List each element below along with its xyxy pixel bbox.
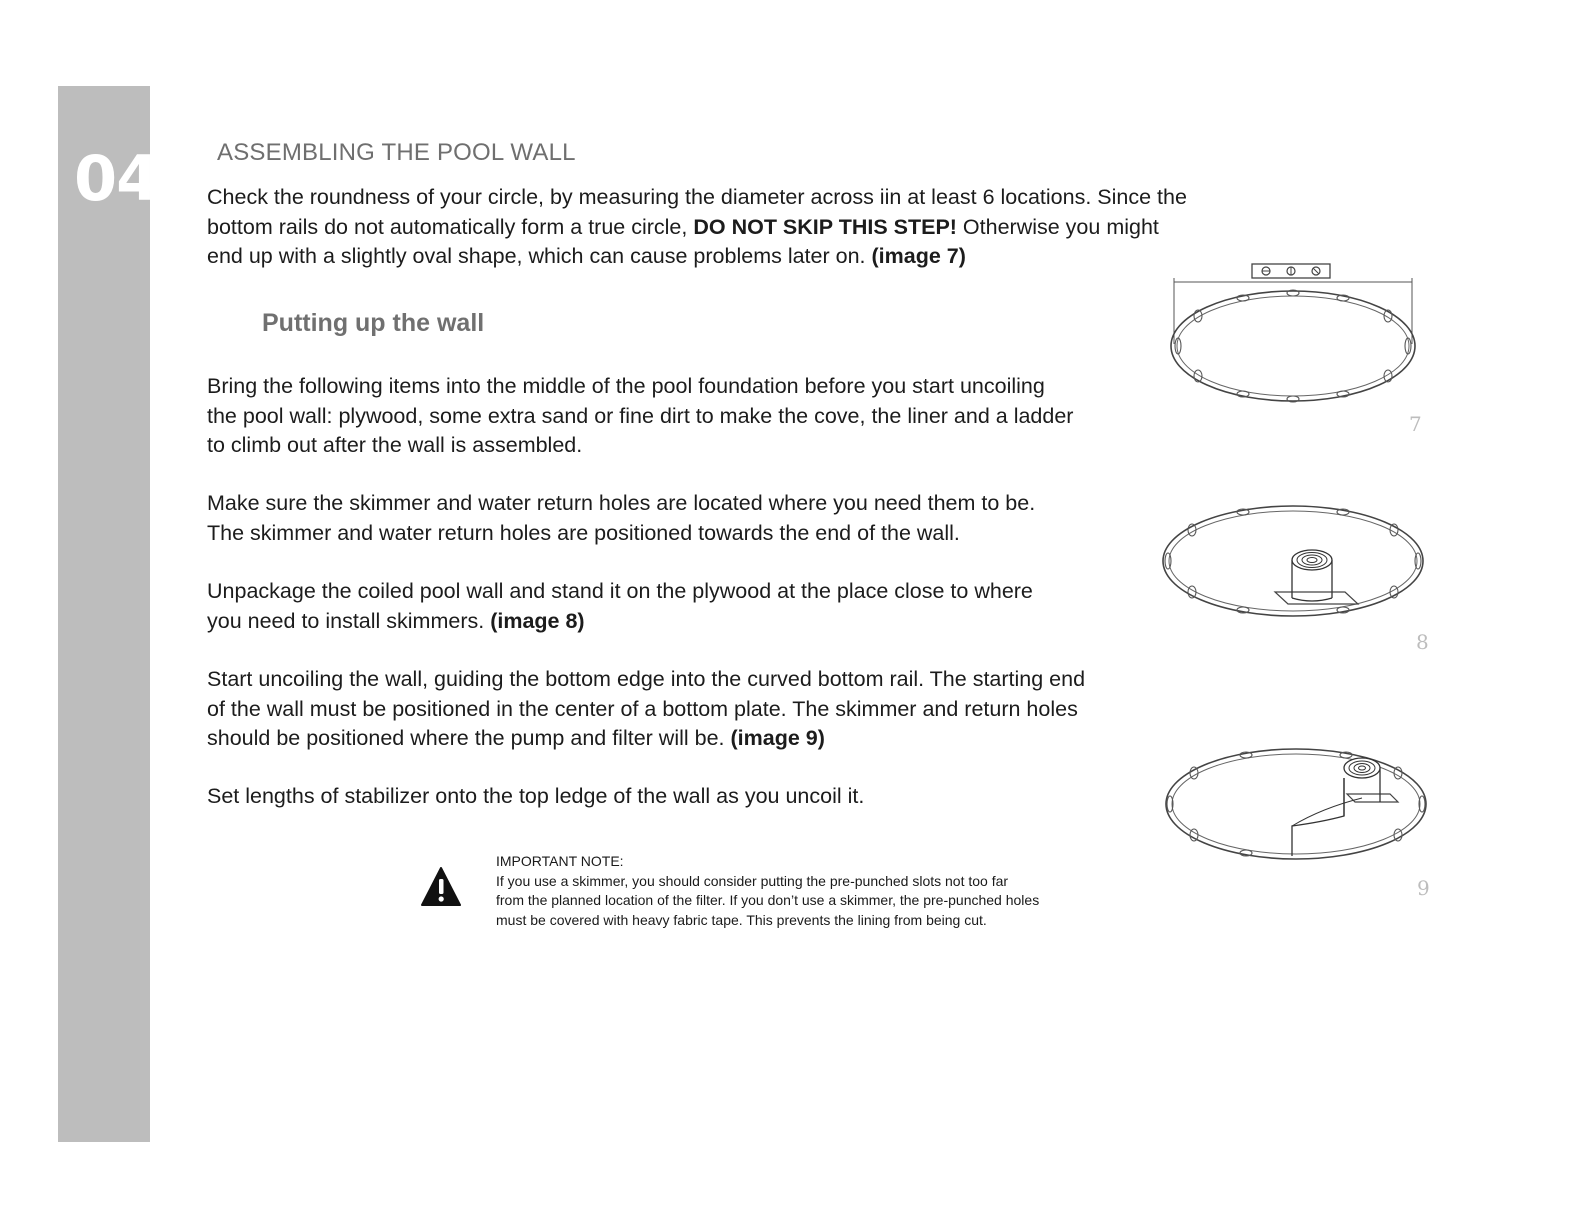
important-note [420, 852, 1120, 942]
figure-8-diagram [1160, 504, 1430, 634]
paragraph-line: to climb out after the wall is assembled. [207, 433, 583, 457]
note-title: IMPORTANT NOTE: [496, 853, 624, 869]
paragraph-uncoil [207, 665, 1085, 754]
note-line: must be covered with heavy fabric tape. This prevents the lining from being cut. [496, 911, 987, 928]
section-title: ASSEMBLING THE POOL WALL [217, 139, 576, 166]
paragraph-line: you need to install skimmers. [207, 608, 491, 633]
paragraph-line: should be positioned where the pump and filter will be. [207, 726, 731, 750]
paragraph-line: Start uncoiling the wall, guiding the bottom edge into the curved bottom rail. The starting end [207, 667, 1086, 691]
intro-line: bottom rails do not automatically form a true circle, [207, 214, 694, 239]
note-line: from the planned location of the filter. If you don’t use a skimmer, the pre-punched holes [496, 892, 1040, 908]
section-sidebar [58, 86, 159, 1142]
paragraph-line: the pool wall: plywood, some extra sand or fine dirt to make the cove, the liner and a ladder [207, 403, 1074, 428]
note-text [496, 852, 1039, 930]
image-reference: (image 7) [871, 244, 966, 268]
intro-paragraph [207, 183, 1187, 272]
figure-8-label: 8 [1416, 630, 1429, 654]
uncoiling-wall-illustration [1162, 746, 1434, 876]
coiled-wall-illustration [1160, 504, 1430, 634]
image-reference: (image 8) [490, 608, 585, 633]
section-number: 04 [74, 142, 159, 215]
paragraph-items [207, 372, 1073, 461]
paragraph-stabilizer [207, 782, 864, 812]
paragraph-unpackage [207, 577, 1033, 636]
paragraph-line: Unpackage the coiled pool wall and stand it on the plywood at the place close to where [207, 579, 1033, 603]
paragraph-line: Make sure the skimmer and water return holes are located where you need them to be. [207, 491, 1036, 515]
paragraph-holes [207, 489, 1035, 548]
figure-7-label: 7 [1409, 412, 1422, 436]
intro-line: Check the roundness of your circle, by measuring the diameter across iin at least 6 locations. Since the [207, 185, 1187, 209]
warning-icon [420, 866, 462, 908]
intro-line: Otherwise you might [956, 214, 1159, 239]
intro-line: end up with a slightly oval shape, which can cause problems later on. [207, 244, 872, 268]
note-line: If you use a skimmer, you should consider putting the pre-punched slots not too far [496, 872, 1009, 889]
pool-circle-measure-illustration [1168, 256, 1428, 406]
paragraph-line: Bring the following items into the middle of the pool foundation before you start uncoiling [207, 374, 1045, 398]
paragraph-line: The skimmer and water return holes are positioned towards the end of the wall. [207, 520, 960, 545]
paragraph-line: Set lengths of stabilizer onto the top ledge of the wall as you uncoil it. [207, 784, 865, 808]
figure-9-diagram [1162, 746, 1434, 876]
figure-9-label: 9 [1417, 876, 1430, 900]
figure-7-diagram [1168, 256, 1428, 406]
warning-emphasis: DO NOT SKIP THIS STEP! [693, 214, 957, 239]
image-reference: (image 9) [730, 726, 825, 750]
paragraph-line: of the wall must be positioned in the center of a bottom plate. The skimmer and return holes [207, 696, 1078, 721]
subheading: Putting up the wall [262, 309, 485, 337]
